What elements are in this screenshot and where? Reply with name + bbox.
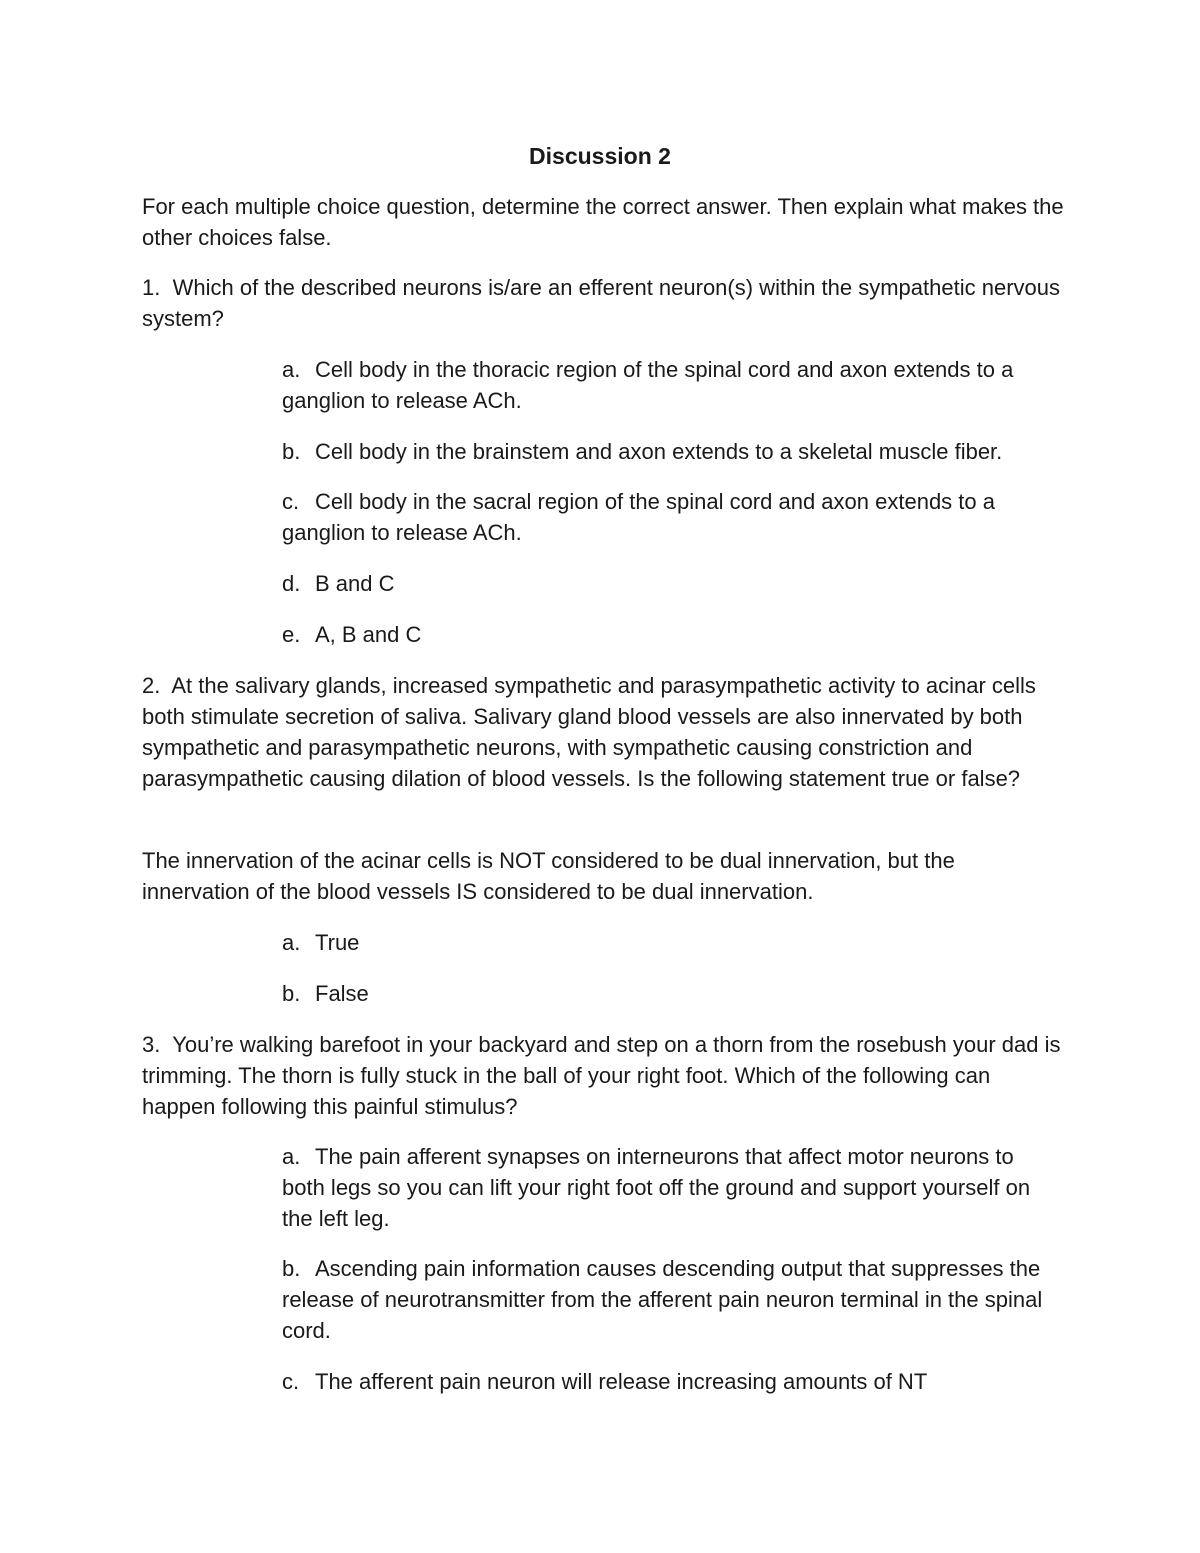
option-label: b.	[282, 1256, 301, 1281]
question-number: 1.	[142, 275, 161, 300]
option-text: B and C	[315, 571, 395, 596]
option-text: The afferent pain neuron will release increasing amounts of NT	[315, 1369, 928, 1394]
option-label: a.	[282, 357, 301, 382]
q3-option-b	[282, 1253, 1062, 1346]
question-number: 2.	[142, 673, 161, 698]
q1-option-c	[282, 486, 1062, 548]
option-label: b.	[282, 439, 301, 464]
option-text: Cell body in the sacral region of the spinal cord and axon extends to a ganglion to release ACh.	[282, 489, 995, 545]
q2-option-b	[282, 978, 1062, 1009]
question-text: You’re walking barefoot in your backyard and step on a thorn from the rosebush your dad is trimming. The thorn is fully stuck in the ball of your right foot. Which of the following can happen following this painful stimulus?	[142, 1032, 1061, 1119]
option-text: False	[315, 981, 369, 1006]
q3-option-a	[282, 1141, 1062, 1234]
option-text: Cell body in the brainstem and axon extends to a skeletal muscle fiber.	[315, 439, 1003, 464]
option-text: The pain afferent synapses on interneurons that affect motor neurons to both legs so you can lift your right foot off the ground and support yourself on the left leg.	[282, 1144, 1031, 1231]
document-title: Discussion 2	[529, 143, 671, 169]
option-label: b.	[282, 981, 301, 1006]
q3-option-c	[282, 1366, 1062, 1397]
option-text: True	[315, 930, 360, 955]
question-2	[142, 670, 1067, 794]
q1-option-a	[282, 354, 1062, 416]
option-label: c.	[282, 1369, 300, 1394]
option-label: d.	[282, 571, 301, 596]
q2-statement: The innervation of the acinar cells is NOT considered to be dual innervation, but the innervation of the blood vessels IS considered to be dual innervation.	[142, 848, 955, 904]
question-text: At the salivary glands, increased sympathetic and parasympathetic activity to acinar cells both stimulate secretion of saliva. Salivary gland blood vessels are also innervated by both sympathetic and parasympathetic neurons, with sympathetic causing constriction and parasympathetic causing dilation of blood vessels. Is the following statement true or false?	[142, 673, 1036, 791]
q2-option-a	[282, 927, 1062, 958]
option-label: a.	[282, 930, 301, 955]
option-label: a.	[282, 1144, 301, 1169]
option-label: c.	[282, 489, 300, 514]
question-text: Which of the described neurons is/are an efferent neuron(s) within the sympathetic nervous system?	[142, 275, 1060, 331]
option-label: e.	[282, 622, 301, 647]
option-text: A, B and C	[315, 622, 422, 647]
question-3	[142, 1029, 1067, 1122]
option-text: Ascending pain information causes descending output that suppresses the release of neurotransmitter from the afferent pain neuron terminal in the spinal cord.	[282, 1256, 1043, 1343]
q1-option-e	[282, 619, 1062, 650]
instructions-paragraph: For each multiple choice question, determine the correct answer. Then explain what makes the other choices false.	[142, 194, 1064, 250]
q1-option-d	[282, 568, 1062, 599]
question-1	[142, 272, 1067, 334]
q1-option-b	[282, 436, 1062, 467]
option-text: Cell body in the thoracic region of the spinal cord and axon extends to a ganglion to release ACh.	[282, 357, 1014, 413]
question-number: 3.	[142, 1032, 161, 1057]
